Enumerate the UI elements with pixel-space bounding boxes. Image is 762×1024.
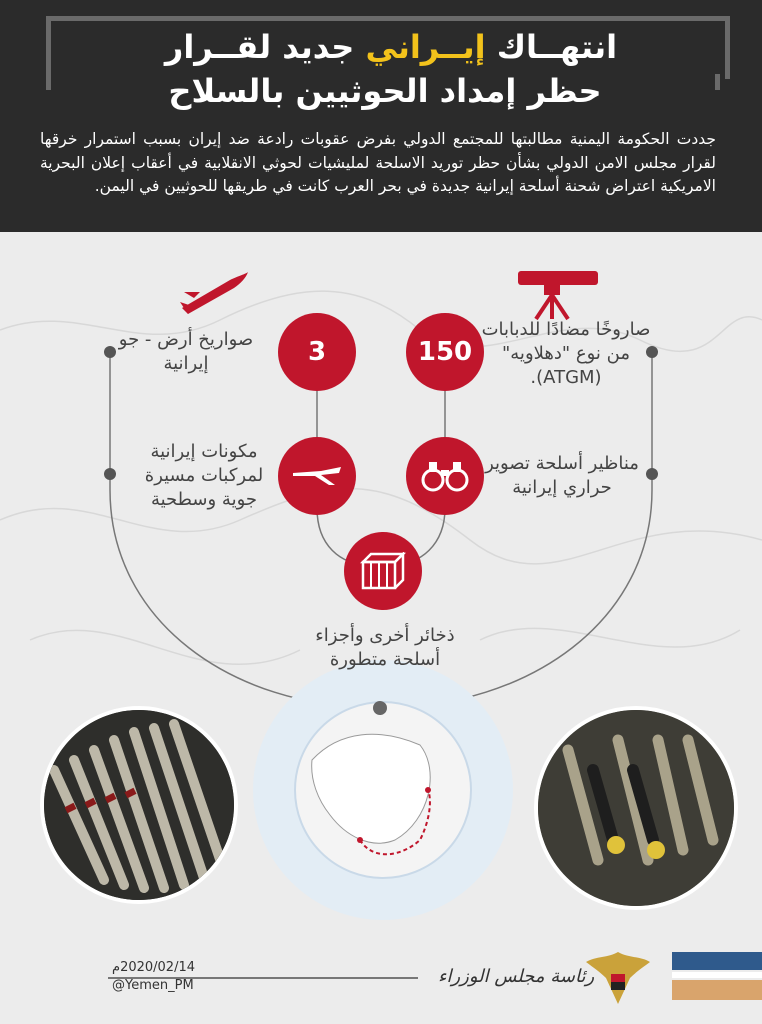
binoculars-circle [406,437,484,515]
left-weapons-photo [40,706,238,904]
flag-stripe-white [672,972,762,978]
weapons-parts-image [538,710,734,906]
arc-dot [646,468,658,480]
atgm-count-circle [406,313,484,391]
page-subtitle: حظر إمداد الحوثيين بالسلاح [150,72,620,110]
title-part2: جديد لقــرار [164,28,355,66]
drone-icon [291,463,343,489]
missiles-image [44,710,234,900]
arc-dot [104,346,116,358]
binoculars-icon [421,460,469,492]
sam-count: 3 [307,337,327,367]
sam-count-circle [278,313,356,391]
intro-text: جددت الحكومة اليمنية مطالبتها للمجتمع الدولي بفرض عقوبات رادعة ضد إيران بسبب استمرار خرقها لقرار مجلس الامن الدولي بشأن حظر توريد الاسلحة لمليشيات لحوثي الانقلابية في أعقاب إعلان البحرية الامريكية اعتراض شحنة أسلحة إيرانية جديدة في بحر العرب كانت في طريقها للحوثيين في اليمن. [40,130,716,195]
atgm-launcher-icon [514,265,604,321]
sam-label: صواريخ أرض - جو إيرانية [118,329,254,374]
drone-circle [278,437,356,515]
arc-dot [646,346,658,358]
flag-stripe-blue [672,952,762,970]
flag-stripe-tan [672,980,762,1000]
title-part1: انتهــاك [496,28,618,66]
ammo-crate-icon [359,552,407,590]
atgm-count: 150 [417,337,473,367]
atgm-label: صاروخًا مضادًا للدبابات من نوع "دهلاويه" (ATGM). [481,319,651,388]
ammo-crate-circle [344,532,422,610]
title-highlight: إيــراني [365,28,486,66]
footer-handle: @Yemen_PM [112,978,194,993]
optics-label: مناظير أسلحة تصوير حراري إيرانية [485,453,639,498]
drone-label: مكونات إيرانية لمركبات مسيرة جوية وسطحية [144,441,264,510]
rocket-icon [178,268,250,316]
right-weapons-photo [534,706,738,910]
other-label: ذخائر أخرى وأجزاء أسلحة متطورة [315,625,455,670]
arc-dot [104,468,116,480]
footer-org: رئاسة مجلس الوزراء [438,966,595,987]
footer-date: 2020/02/14م [112,960,195,975]
yemen-emblem-icon [578,948,658,1010]
